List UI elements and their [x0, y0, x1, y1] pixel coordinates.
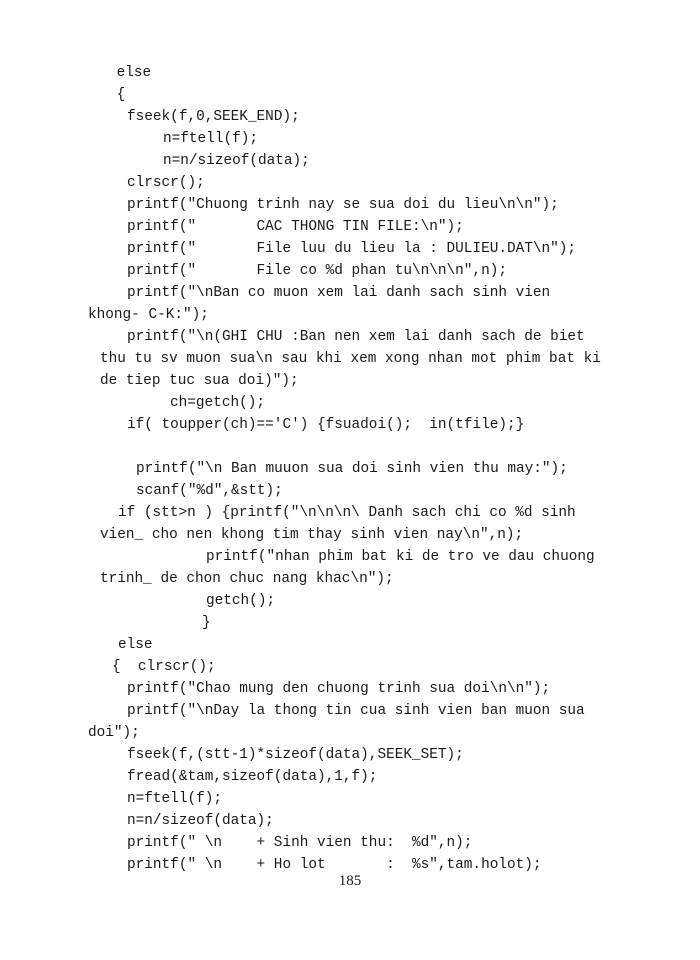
code-line: doi");	[88, 725, 140, 741]
code-line: n=ftell(f);	[163, 131, 258, 147]
code-line: scanf("%d",&stt);	[136, 483, 283, 499]
code-line: printf("Chuong trinh nay se sua doi du lieu\n\n");	[127, 197, 559, 213]
code-line: clrscr();	[127, 175, 205, 191]
code-line: de tiep tuc sua doi)");	[100, 373, 299, 389]
code-line: printf("\n(GHI CHU :Ban nen xem lai danh sach de biet	[127, 329, 585, 345]
code-line: {	[108, 87, 126, 103]
code-line: getch();	[206, 593, 276, 609]
code-line: khong- C-K:");	[88, 307, 209, 323]
code-line: if( toupper(ch)=='C') {fsuadoi(); in(tfile);}	[127, 417, 525, 433]
code-line: vien_ cho nen khong tim thay sinh vien nay\n",n);	[100, 527, 524, 543]
code-line: fseek(f,0,SEEK_END);	[127, 109, 300, 125]
code-line: printf("\nBan co muon xem lai danh sach sinh vien	[127, 285, 551, 301]
code-line: n=n/sizeof(data);	[163, 153, 310, 169]
code-line: trinh_ de chon chuc nang khac\n");	[100, 571, 394, 587]
code-line: { clrscr();	[112, 659, 216, 675]
code-line: printf(" \n + Sinh vien thu: %d",n);	[127, 835, 473, 851]
code-line: thu tu sv muon sua\n sau khi xem xong nhan mot phim bat ki	[100, 351, 601, 367]
code-line: printf("nhan phim bat ki de tro ve dau chuong	[206, 549, 595, 565]
code-line: fread(&tam,sizeof(data),1,f);	[127, 769, 378, 785]
code-line: printf("\n Ban muuon sua doi sinh vien thu may:");	[136, 461, 568, 477]
code-line: printf(" \n + Ho lot : %s",tam.holot);	[127, 857, 542, 873]
code-line: if (stt>n ) {printf("\n\n\n\ Danh sach chi co %d sinh	[118, 505, 576, 521]
code-line: else	[108, 65, 152, 81]
page-number: 185	[338, 873, 362, 889]
code-line: printf(" CAC THONG TIN FILE:\n");	[127, 219, 464, 235]
code-line: }	[202, 615, 211, 631]
code-line: fseek(f,(stt-1)*sizeof(data),SEEK_SET);	[127, 747, 464, 763]
code-line: ch=getch();	[170, 395, 265, 411]
code-line: printf("\nDay la thong tin cua sinh vien ban muon sua	[127, 703, 585, 719]
code-line: else	[118, 637, 153, 653]
code-line: printf(" File co %d phan tu\n\n\n",n);	[127, 263, 507, 279]
code-line: n=n/sizeof(data);	[127, 813, 274, 829]
code-line: printf(" File luu du lieu la : DULIEU.DAT\n");	[127, 241, 577, 257]
code-line: n=ftell(f);	[127, 791, 222, 807]
code-line: printf("Chao mung den chuong trinh sua doi\n\n");	[127, 681, 551, 697]
